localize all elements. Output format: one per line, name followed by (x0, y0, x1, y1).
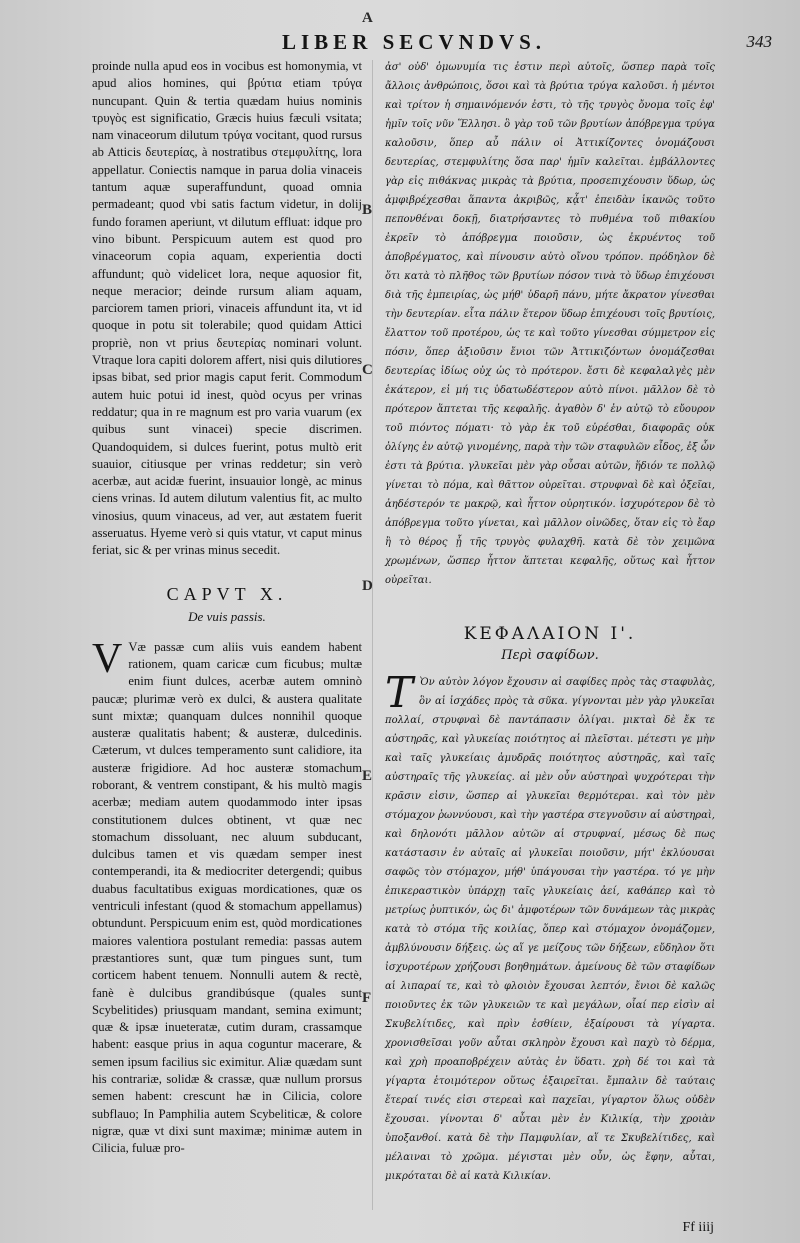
running-title: LIBER SECVNDVS. (282, 30, 547, 54)
chapter-heading: CAPVT X. (166, 583, 288, 604)
column-divider (372, 60, 373, 1210)
chapter-subtitle: De vuis passis. (188, 608, 266, 624)
margin-letter-e: E (362, 768, 373, 784)
latin-paragraph-1: proinde nulla apud eos in vocibus est homonymia, vt apud alios homines, qui βρύτια etiam τρύγα nuncupant. Quin & tertia quædam huius nominis τρυγὸς est significatio, Græcis huius fæculi vsitata; nam vinaceorum dilutum τρύγα vocitant, quod rursus ab Atticis δευτερίας, à nostratibus στεμφυλίτης, lora appellatur. Coniectis namque in parua dolia vinaceis tantum aquæ superaffundunt, quoad omnia permadeant; quod vbi satis factum videtur, in dolij fundo foramen aperiunt, vt dilutum effluat: idque pro vino bibunt. Perspicuum autem est quod pro vinaceorum copia aquam, experientia docti affundunt; quò videlicet lora, neque aquosior fit, neque meracior; deinde rursum aliam aquam, parciorem tamen priori, vinaceis affundunt ita, vt id quoque in potu sit tolerabile; quod quidam Attici propriè, non vt prius δευτερίας nominari volunt. Vtraque lora capiti dolorem affert, nisi quis dilutiores ipsas bibat, sed prior magis caput ferit. Commodum autem huic potui id inest, quòd ocyus per vrinas reddatur; qua in re magnum est pro varia vuarum (ex quibus sunt vinacei) specie discrimen. Quandoquidem, si dulces fuerint, potus multò erit suauior, citiusque per vrinas reddetur; sin verò acerbæ, aut acidæ fuerint, insuauior longè, ac minus ciens vrinas. Id autem dilutum valentius fit, ac multo vinosius, quum vinaceus, ad ver, aut æstatem fuerit asseruatus. Hyeme verò si quis vtatur, vt caput minus feriat, sic & per vrinas minus secedit. (92, 59, 362, 558)
greek-paragraph-2 (385, 668, 715, 1186)
dropcap: V (92, 635, 123, 682)
signature-mark: Ff iiij (682, 1220, 714, 1235)
margin-letter-c: C (362, 362, 373, 378)
greek-paragraph-1: ἀσ' οὐδ' ὁμωνυμία τις ἐστιν περὶ αὐτοῖς, ὥσπερ παρὰ τοῖς ἄλλοις ἀνθρώποις, ὅσοι καὶ τὰ βρύτια τρύγα καλοῦσι. ἡ μέντοι καὶ τρίτον ἡ σημαινόμενόν ἐστι, τὸ τῆς τρυγὸς ὄνομα τοῖς ἐφ' ἡμῖν τοῖς νῦν Ἕλλησι. ὃ γὰρ τοῦ τῶν βρυτίων ἀπόβρεγμα τρύγα καλοῦσιν, ὅπερ αὖ πάλιν οἱ Ἀττικίζοντες ὀνομάζουσι δευτερίας, στεμφυλίτης ὅσα παρ' ἡμῖν καλεῖται. ἐμβάλλοντες γὰρ εἰς πιθάκνας μικρὰς τὰ βρύτια, προσεπιχέουσιν ὕδωρ, ὡς ἀμφιβρέχεσθαι ἅπαντα ἀκριβῶς, κᾆτ' ἐπειδὰν ἱκανῶς τοῦτο πεπονθέναι δοκῇ, διατρήσαντες τὸ πυθμένα τοῦ πιθακίου ἐκρεῖν τὸ ἀπόβρεγμα ποιοῦσιν, ὡς ἐκρυέντος τοῦ ἀποβρέγματος, καὶ πίνουσιν αὐτὸ οἴνου τρόπον. πρόδηλον δὲ ὅτι κατὰ τὸ πλῆθος τῶν βρυτίων πόσον τινὰ τὸ ὕδωρ ἐπιχέουσι διὰ τῆς ἐμπειρίας, ὡς μήθ' ὑδαρῆ πάνυ, μήτε ἄκρατον γίνεσθαι τὴν δευτερίαν. εἶτα πάλιν ἕτερον ὕδωρ ἐπιχέουσι τοῖς βρυτίοις, ἔλαττον τοῦ προτέρου, ὡς τε καὶ τοῦτο γίνεσθαι σύμμετρον εἰς πόσιν, ὅπερ ἀξιοῦσιν ἔνιοι τῶν Ἀττικιζόντων ὀνομάζεσθαι δευτερίας ἰδίως οὐχ ὡς τὸ πρότερον. ἔστι δὲ κεφαλαλγὲς μὲν ἑκάτερον, εἰ μή τις ὑδατωδέστερον αὐτὸ πίνοι. μᾶλλον δὲ τὸ πρότερον ἅπτεται τῆς κεφαλῆς. ἀγαθὸν δ' ἐν αὐτῷ τὸ εὔουρον τοῦ πιόντος πόματι· τὸ γὰρ ἐκ τοῦ εὐρέσθαι, διαφορᾶς οὐκ ὀλίγης ἐν αὐτῷ γινομένης, παρὰ τὴν τῶν σταφυλῶν εἶδος, ἐξ ὧν ἐστι τὰ βρύτια. γλυκεῖαι μὲν γὰρ οὖσαι αὐτῶν, ἥδιόν τε πολλῷ γίνεται τὸ πόμα, καὶ θᾶττον οὐρεῖται. στρυφναὶ δὲ καὶ ὀξεῖαι, ἀηδέστερόν τε μακρῷ, καὶ ἧττον οὐρητικόν. ἰσχυρότερον δὲ τὸ ἀπόβρεγμα τοῦτο γίνεται, καὶ μᾶλλον οἰνῶδες, ὅταν εἰς τὸ ἔαρ ἢ τὸ θέρος ᾖ τῆς τρυγὸς φυλαχθῆ. κατὰ δὲ τὸν χειμῶνα χρωμένων, ὥσπερ ἧττον ἅπτεται κεφαλῆς, οὕτως καὶ ἧττον οὐρεῖται. (385, 62, 715, 586)
latin-paragraph-2 (92, 635, 362, 1158)
latin-paragraph-2-text: Væ passæ cum aliis vuis eandem habent rationem, quam caricæ cum ficubus; multæ enim fiunt dulces, acerbæ autem omninò paucæ; plurimæ verò ex dulci, & austera qualitate sunt mixtæ; quanquam dulces nonnihil quoque austeræ qualitatis habent; & austeræ, dulcedinis. Cæterum, vt dulces temperamento sunt calidiore, ita austeræ frigidiore. Ad hoc austeræ stomachum roborant, & ventrem constipant, & his multò magis acerbæ; mediam autem quodammodo inter ipsas constitutionem dulces obtinent, vt quæ nec stomachum dissoluant, nec aluum subducant, dulcibus tamen et vis quædam semper inest contemperandi, ita & mediocriter detergendi; quibus duabus facultatibus exiguas mordicationes, quæ os ventriculi infestant (quod & stomachum appellamus) obtundunt. Perspicuum enim est, quòd mordicationes maiores valentiora postulant remedia: passas autem præstantiores sunt, quæ tum pingues sunt, tum corticem habent tenuem. Nonnulli autem & rectè, fanè è dulcibus grandibúsque (quales sunt Scybelitides) priusquam mandant, semina eximunt; quæ & ipsæ inueteratæ, cutim duram, crassamque habent: easque prius in aqua coguntur macerare, & semen ipsum facilius sic eximitur. Aliæ quædam sunt his contrariæ, solidæ & crassæ, quæ nullum prorsus semen habent: crescunt hæ in Cilicia, colore subflauo; In Pamphilia autem Scybeliticæ, & colore nigræ, quæ vt dixi sunt maximæ; minimæ autem in Cilicia, fuluæ pro- (92, 639, 362, 1156)
margin-letter-f: F (362, 990, 372, 1006)
margin-letter-b: B (362, 202, 373, 218)
greek-paragraph-2-text: Ὸν αὐτὸν λόγον ἔχουσιν αἱ σαφίδες πρὸς τὰς σταφυλὰς, ὃν αἱ ἰσχάδες πρὸς τὰ σῦκα. γίγνονται μὲν γὰρ γλυκεῖαι πολλαί, στρυφναὶ δὲ παντάπασιν ὀλίγαι. μικταὶ δὲ ἔκ τε αὐστηρᾶς, καὶ γλυκείας ποιότητος αἱ πλεῖσται. μέτεστι γε μὴν καὶ ταῖς γλυκείαις ἀμυδρᾶς ποιότητος αὐστηρᾶς, καὶ ταῖς αὐστηραῖς τῆς γλυκείας. αἱ μὲν οὖν αὐστηραὶ ψυχρότεραι τὴν κρᾶσιν εἰσιν, ὥσπερ αἱ γλυκεῖαι θερμότεραι. καὶ τὸν μὲν στόμαχον ῥωννύουσι, καὶ τὴν γαστέρα στεγνοῦσιν αἱ αὐστηραὶ, καὶ δηλονότι μᾶλλον αὐτῶν αἱ στρυφναί, μέσως δὲ πως κατάστασιν ἐν αὐταῖς αἱ γλυκεῖαι ποιοῦσιν, μήτ' ἐκλύουσαι σαφῶς τὸν στόμαχον, μήθ' ὑπάγουσαι τὴν γαστέρα. τό γε μὴν ἐπικεραστικὸν ὑπάρχῃ ταῖς γλυκείαις ἀεί, καθάπερ καὶ τὸ μετρίως ῥυπτικόν, ὡς δι' ἀμφοτέρων τῶν δυνάμεων τὰς μικρὰς κατὰ τὸ στόμα τῆς κοιλίας, ὅπερ καὶ στόμαχον ὀνομάζομεν, ἀμβλύνουσιν δήξεις. ὡς αἵ γε μείζους τῶν δήξεων, εὔδηλον ὅτι ἰσχυροτέρων χρήζουσι βοηθημάτων. ἀμείνους δὲ τῶν σταφίδων αἱ λιπαραί τε, καὶ τὸ φλοιὸν ἔχουσαι λεπτόν, ἔνιοι δὲ καλῶς ποιοῦντες ἐκ τῶν γλυκειῶν τε καὶ μεγάλων, οἷαί περ εἰσὶν αἱ Σκυβελίτιδες, καὶ πρὶν ἐσθίειν, ἐξαίρουσι τὰ γίγαρτα. χρονισθεῖσαι γοῦν αὗται σκληρὸν ἔχουσι καὶ παχὺ τὸ δέρμα, καὶ χρὴ προαποβρέχειν αὐτὰς ἐν ὕδατι. χρὴ δέ τοι καὶ τὰ γίγαρτα ἑτοιμότερον οὕτως ἐξαιρεῖται. ἔμπαλιν δὲ ταύταις ἕτεραί τινές εἰσι στερεαὶ καὶ παχεῖαι, γίγαρτον ὅλως οὐδὲν ἔχουσαι. γίνονται δ' αὗται μὲν ἐν Κιλικίᾳ, τὴν χροιὰν ὑποξανθοί. κατὰ δὲ τὴν Παμφυλίαν, αἵ τε Σκυβελίτιδες, καὶ μέλαιναι τὸ χρῶμα. μέγισται μὲν οὖν, ὡς ἔφην, αὗται, μικρόταται δὲ αἱ κατὰ Κιλικίαν. (385, 677, 715, 1182)
margin-letter-a: A (362, 10, 373, 26)
page-header (0, 30, 800, 60)
latin-column (92, 58, 362, 1158)
greek-chapter-heading: ΚΕΦΑΛΑΙΟΝ Ι'. (463, 624, 637, 644)
margin-letter-d: D (362, 578, 373, 594)
greek-column (385, 58, 715, 1186)
page-number: 343 (746, 32, 772, 51)
greek-dropcap: Τ (385, 668, 414, 717)
greek-chapter-subtitle: Περὶ σαφίδων. (501, 648, 599, 663)
